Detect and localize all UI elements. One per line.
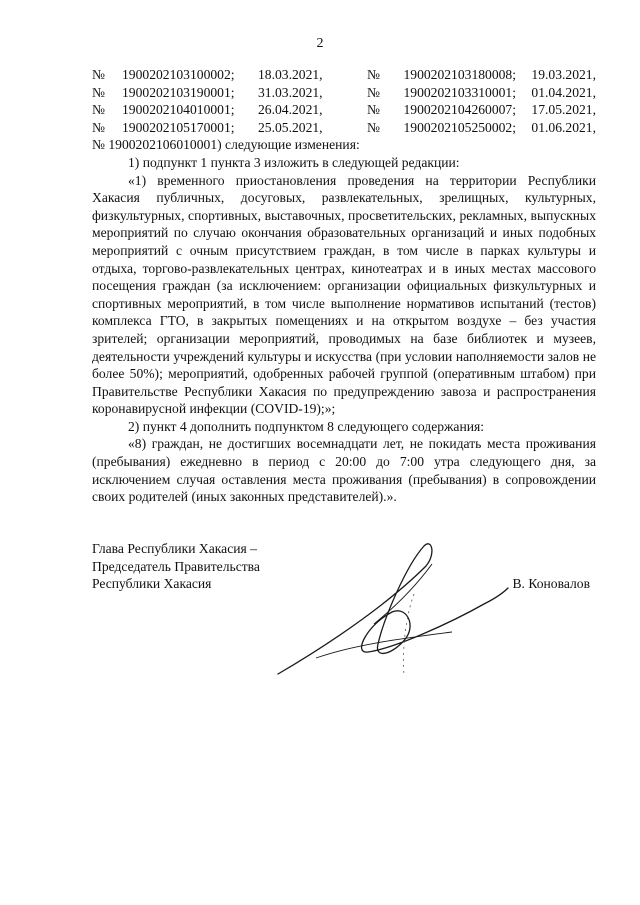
registration-date: 31.03.2021, (258, 84, 323, 100)
registration-date: 18.03.2021, (258, 67, 323, 82)
registration-date: 19.03.2021, (531, 67, 596, 82)
registration-row (92, 66, 596, 84)
registration-row (92, 84, 596, 102)
registration-date: 26.04.2021, (258, 102, 323, 118)
registration-number: 1900202105250002; (403, 119, 516, 135)
numbers-last-line: № 1900202106010001) следующие изменения: (92, 137, 360, 153)
registration-number: 1900202103180008; (403, 67, 516, 82)
numero-sign: № (92, 102, 105, 118)
signatory-title-line: Республики Хакасия (92, 576, 212, 592)
page-number: 2 (316, 36, 324, 51)
registration-row (92, 101, 596, 119)
numero-sign: № (92, 67, 105, 82)
handwritten-signature (256, 526, 516, 686)
amendment-item-2: 2) пункт 4 дополнить подпунктом 8 следующего содержания: (128, 418, 485, 434)
signatory-title-line: Глава Республики Хакасия – (92, 541, 257, 556)
signatory-name: В. Коновалов (512, 576, 590, 591)
numero-sign: № (367, 102, 380, 118)
numero-sign: № (367, 67, 380, 82)
registration-numbers-table (92, 66, 596, 136)
registration-number: 1900202103310001; (403, 84, 516, 100)
numero-sign: № (92, 119, 105, 135)
registration-date: 25.05.2021, (258, 119, 323, 135)
numero-sign: № (367, 84, 380, 100)
registration-number: 1900202103100002; (122, 67, 235, 82)
amendment-quote-1: «1) временного приостановления проведения на территории Республики Хакасия публичных, досуговых, развлекательных, зрелищных, культурных, физкультурных, спортивных, выставочных, просветительских, рекламных, выпускных мероприятий по случаю окончания образовательных организаций и иных подобных мероприятий с очным присутствием граждан, в том числе в парках культуры и отдыха, торгово-развлекательных центрах, кинотеатрах и в иных местах массового посещения граждан (за исключением: организации официальных физкультурных и спортивных мероприятий, в том числе выполнение нормативов испытаний (тестов) комплекса ГТО, в закрытых помещениях и на открытом воздухе – без участия зрителей; организации мероприятий, проводимых на базе библиотек и музеев, деятельности учреждений культуры и искусства (при условии наполняемости залов не более 50%); мероприятий, одобренных рабочей группой (оперативным штабом) при Правительстве Республики Хакасия по предупреждению завоза и распространения коронавирусной инфекции (COVID-19);»; (92, 172, 596, 417)
amendment-item-1: 1) подпункт 1 пункта 3 изложить в следующей редакции: (128, 154, 460, 170)
registration-number: 1900202104260007; (403, 102, 516, 118)
registration-date: 01.04.2021, (531, 84, 596, 100)
registration-date: 01.06.2021, (531, 119, 596, 135)
signatory-title-line: Председатель Правительства (92, 558, 260, 574)
numero-sign: № (92, 84, 105, 100)
numero-sign: № (367, 119, 380, 135)
registration-number: 1900202103190001; (122, 84, 235, 100)
document-body (92, 66, 596, 506)
registration-date: 17.05.2021, (531, 102, 596, 118)
registration-row (92, 119, 596, 137)
registration-number: 1900202105170001; (122, 119, 235, 135)
registration-number: 1900202104010001; (122, 102, 235, 118)
amendment-quote-2: «8) граждан, не достигших восемнадцати лет, не покидать места проживания (пребывания) ежедневно в период с 20:00 до 7:00 утра следующего дня, за исключением случая оставления места проживания (пребывания) в сопровождении своих родителей (иных законных представителей).». (92, 436, 596, 505)
